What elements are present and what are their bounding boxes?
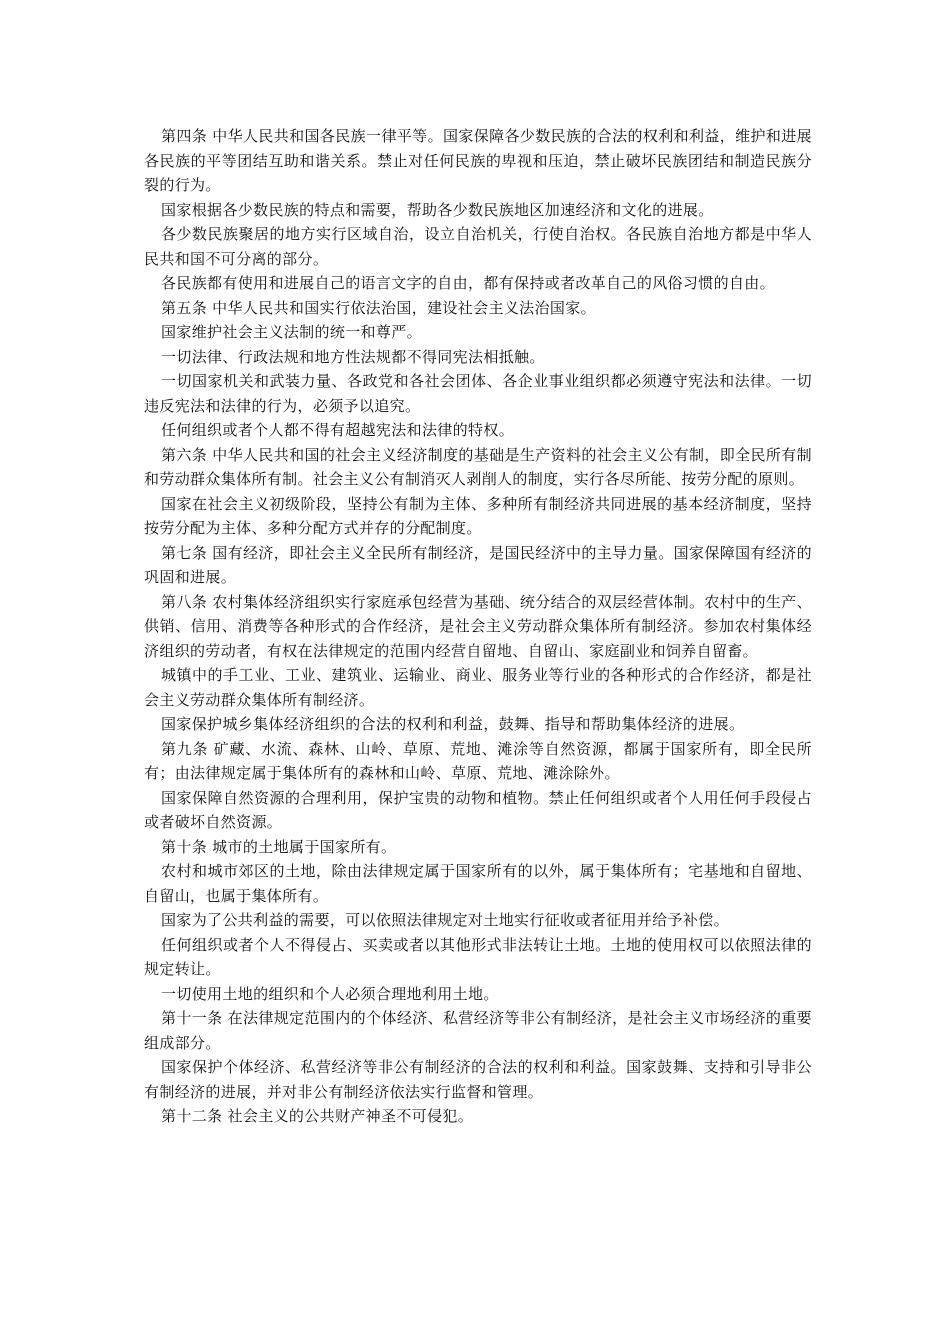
- paragraph: 第六条 中华人民共和国的社会主义经济制度的基础是生产资料的社会主义公有制，即全民所有制和劳动群众集体所有制。社会主义公有制消灭人剥削人的制度，实行各尽所能、按劳分配的原则。: [144, 445, 812, 488]
- paragraph: 国家保护城乡集体经济组织的合法的权利和利益，鼓舞、指导和帮助集体经济的进展。: [161, 715, 745, 733]
- paragraph: 国家维护社会主义法制的统一和尊严。: [161, 323, 422, 341]
- paragraph: 一切国家机关和武装力量、各政党和各社会团体、各企业事业组织都必须遵守宪法和法律。一切违反宪法和法律的行为，必须予以追究。: [144, 372, 812, 415]
- paragraph: 第五条 中华人民共和国实行依法治国，建设社会主义法治国家。: [161, 298, 596, 317]
- paragraph: 国家在社会主义初级阶段，坚持公有制为主体、多种所有制经济共同进展的基本经济制度，坚持按劳分配为主体、多种分配方式并存的分配制度。: [144, 494, 812, 537]
- paragraph: 国家保护个体经济、私营经济等非公有制经济的合法的权利和利益。国家鼓舞、支持和引导非公有制经济的进展，并对非公有制经济依法实行监督和管理。: [144, 1058, 812, 1101]
- paragraph: 国家保障自然资源的合理利用，保护宝贵的动物和植物。禁止任何组织或者个人用任何手段侵占或者破坏自然资源。: [144, 788, 812, 831]
- paragraph: 第十一条 在法律规定范围内的个体经济、私营经济等非公有制经济，是社会主义市场经济的重要组成部分。: [144, 1009, 812, 1052]
- paragraph: 各民族都有使用和进展自己的语言文字的自由，都有保持或者改革自己的风俗习惯的自由。: [161, 274, 776, 292]
- paragraph: 各少数民族聚居的地方实行区域自治，设立自治机关，行使自治权。各民族自治地方都是中华人民共和国不可分离的部分。: [144, 225, 812, 268]
- paragraph: 国家为了公共利益的需要，可以依照法律规定对土地实行征收或者征用并给予补偿。: [161, 911, 729, 929]
- paragraph: 第四条 中华人民共和国各民族一律平等。国家保障各少数民族的合法的权利和利益，维护和进展各民族的平等团结互助和谐关系。禁止对任何民族的卑视和压迫，禁止破坏民族团结和制造民族分裂的行为。: [144, 127, 812, 194]
- paragraph: 任何组织或者个人不得侵占、买卖或者以其他形式非法转让土地。土地的使用权可以依照法律的规定转让。: [144, 935, 812, 978]
- paragraph: 一切法律、行政法规和地方性法规都不得同宪法相抵触。: [161, 347, 545, 366]
- paragraph: 任何组织或者个人都不得有超越宪法和法律的特权。: [161, 421, 515, 439]
- paragraph: 第九条 矿藏、水流、森林、山岭、草原、荒地、滩涂等自然资源，都属于国家所有，即全民所有；由法律规定属于集体所有的森林和山岭、草原、荒地、滩涂除外。: [144, 739, 812, 782]
- paragraph: 国家根据各少数民族的特点和需要，帮助各少数民族地区加速经济和文化的进展。: [161, 200, 714, 219]
- document-body: [144, 124, 812, 1129]
- paragraph: 城镇中的手工业、工业、建筑业、运输业、商业、服务业等行业的各种形式的合作经济，都是社会主义劳动群众集体所有制经济。: [144, 666, 812, 709]
- paragraph: 第十二条 社会主义的公共财产神圣不可侵犯。: [161, 1107, 474, 1125]
- paragraph: 一切使用土地的组织和个人必须合理地利用土地。: [161, 984, 499, 1003]
- paragraph: 第十条 城市的土地属于国家所有。: [161, 837, 397, 856]
- paragraph: 农村和城市郊区的土地，除由法律规定属于国家所有的以外，属于集体所有；宅基地和自留地、自留山，也属于集体所有。: [144, 862, 812, 905]
- paragraph: 第七条 国有经济，即社会主义全民所有制经济，是国民经济中的主导力量。国家保障国有经济的巩固和进展。: [144, 543, 812, 586]
- paragraph: 第八条 农村集体经济组织实行家庭承包经营为基础、统分结合的双层经营体制。农村中的生产、供销、信用、消费等各种形式的合作经济，是社会主义劳动群众集体所有制经济。参加农村集体经济组织的劳动者，有权在法律规定的范围内经营自留地、自留山、家庭副业和饲养自留畜。: [144, 592, 812, 660]
